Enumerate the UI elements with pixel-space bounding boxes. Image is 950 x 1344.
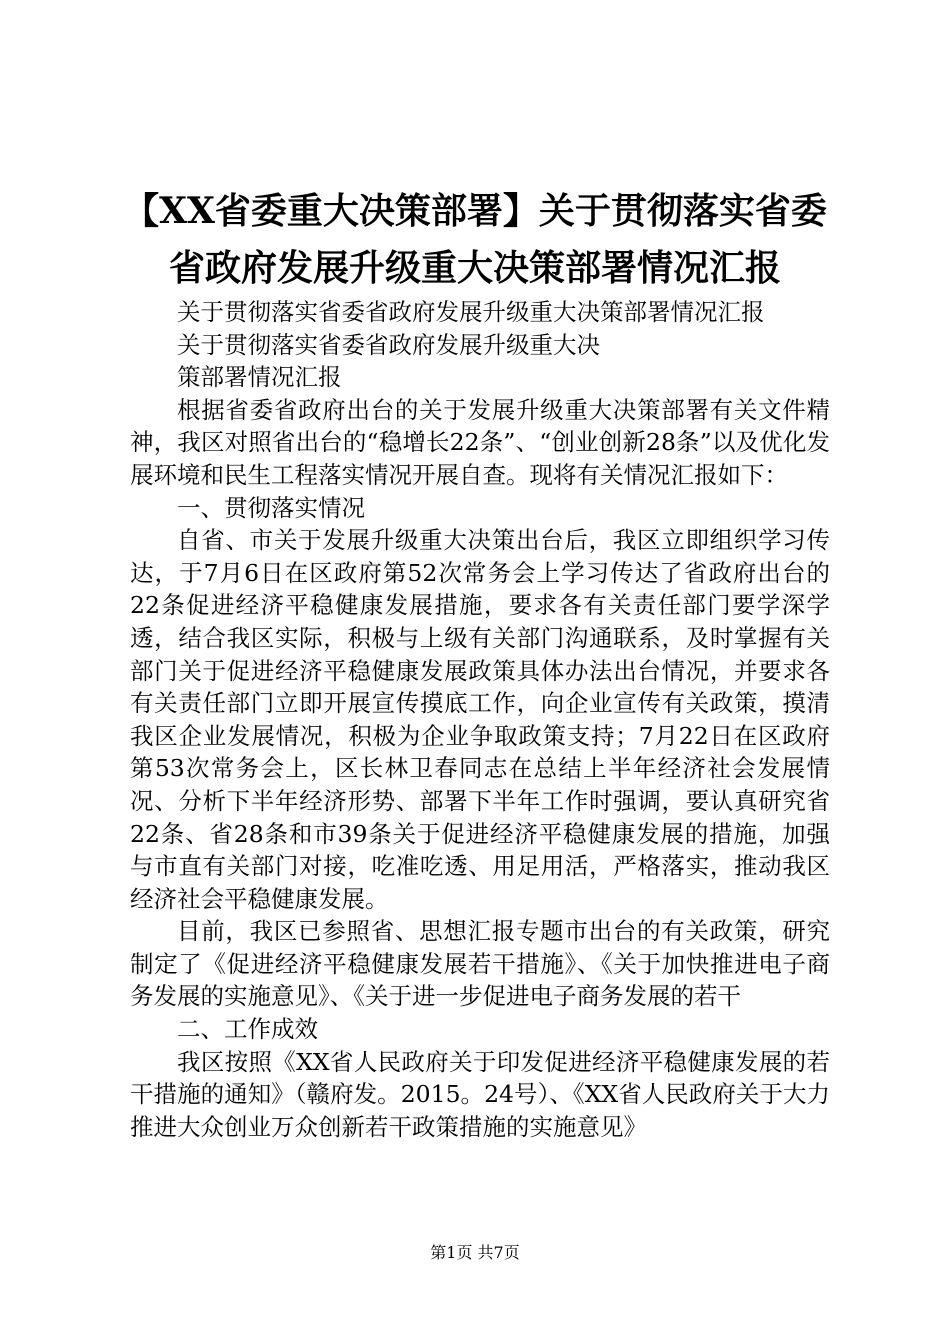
body-paragraph-measures: 目前，我区已参照省、思想汇报专题市出台的有关政策，研究制定了《促进经济平稳健康发展若干措施》、《关于加快推进电子商务发展的实施意见》、《关于进一步促进电子商务发展的若干 — [130, 917, 830, 1011]
title-line-2: 省政府发展升级重大决策部署情况汇报 — [168, 247, 781, 289]
page-footer: 第1页 共7页 — [430, 1243, 520, 1262]
subtitle-paragraph: 关于贯彻落实省委省政府发展升级重大决策部署情况汇报 — [177, 298, 765, 326]
section-heading-1: 一、贯彻落实情况 — [177, 493, 365, 522]
title-line-1: 【XX省委重大决策部署】关于贯彻落实省委 — [123, 190, 827, 232]
intro-paragraph: 根据省委省政府出台的关于发展升级重大决策部署有关文件精神，我区对照省出台的“稳增长22条”、“创业创新28条”以及优化发展环境和民生工程落实情况开展自查。现将有关情况汇报如下： — [130, 395, 830, 489]
body-paragraph-results: 我区按照《XX省人民政府关于印发促进经济平稳健康发展的若干措施的通知》（赣府发。2015。24号）、《XX省人民政府关于大力推进大众创业万众创新若干政策措施的实施意见》 — [130, 1047, 830, 1141]
document-body — [130, 296, 830, 1143]
section-heading-2: 二、工作成效 — [177, 1015, 318, 1044]
subtitle-repeat-line-2: 策部署情况汇报 — [177, 363, 342, 392]
body-paragraph-implementation: 自省、市关于发展升级重大决策出台后，我区立即组织学习传达，于7月6日在区政府第52次常务会上学习传达了省政府出台的22条促进经济平稳健康发展措施，要求各有关责任部门要学深学透，结合我区实际，积极与上级有关部门沟通联系，及时掌握有关部门关于促进经济平稳健康发展政策具体办法出台情况，并要求各有关责任部门立即开展宣传摸底工作，向企业宣传有关政策，摸清我区企业发展情况，积极为企业争取政策支持；7月22日在区政府第53次常务会上，区长林卫春同志在总结上半年经济社会发展情况、分析下半年经济形势、部署下半年工作时强调，要认真研究省22条、省28条和市39条关于促进经济平稳健康发展的措施，加强与市直有关部门对接，吃准吃透、用足用活，严格落实，推动我区经济社会平稳健康发展。 — [130, 526, 830, 913]
subtitle-repeat-line-1: 关于贯彻落实省委省政府发展升级重大决 — [177, 330, 600, 359]
document-title — [100, 183, 850, 297]
